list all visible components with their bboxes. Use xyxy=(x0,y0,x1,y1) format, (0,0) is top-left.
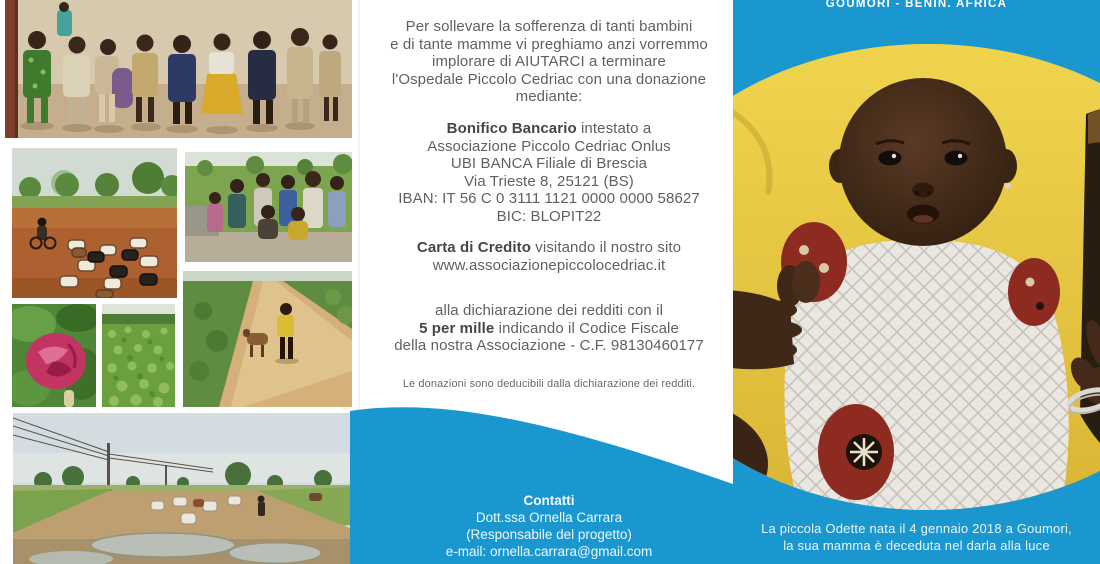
five-per-mille-block xyxy=(365,302,733,355)
credit-card-label: Carta di Credito xyxy=(416,239,532,256)
photo-pink-flower-art xyxy=(12,304,96,407)
photo-goat-herd xyxy=(12,148,177,298)
credit-card-lead-rest: visitando il nostro sito xyxy=(531,239,682,256)
photo-children-group-art xyxy=(185,152,352,262)
bank-transfer-lead-rest: intestato a xyxy=(576,120,652,137)
photo-children-row-art xyxy=(5,0,352,138)
intro-line: mediante: xyxy=(515,88,583,105)
contacts-block xyxy=(365,492,733,560)
bank-transfer-block xyxy=(365,120,733,225)
photo-crop-field xyxy=(102,304,175,407)
five-per-mille-label: 5 per mille xyxy=(419,319,495,337)
photo-goat-herd-art xyxy=(12,148,177,298)
photo-baby-odette-art xyxy=(733,44,1100,510)
intro-line: l'Ospedale Piccolo Cedriac con una donazione xyxy=(391,70,707,88)
five-per-mille-line-rest: indicando il Codice Fiscale xyxy=(494,319,679,337)
codice-fiscale-line: della nostra Associazione - C.F. 98130460177 xyxy=(394,337,704,354)
right-cover-panel xyxy=(733,0,1100,564)
iban-line: IBAN: IT 56 C 0 3111 1121 0000 0000 58627 xyxy=(398,190,700,207)
intro-paragraph xyxy=(365,18,733,106)
photo-caption xyxy=(733,521,1100,554)
five-per-mille-line: alla dichiarazione dei redditi con il xyxy=(435,302,663,319)
intro-line: e di tante mamme vi preghiamo anzi vorremmo xyxy=(390,35,708,53)
caption-line: la sua mamma è deceduta nel darla alla luce xyxy=(783,537,1050,553)
contact-person-line: Dott.ssa Ornella Carrara xyxy=(475,510,623,525)
photo-child-with-goat xyxy=(183,271,352,407)
photo-child-with-goat-art xyxy=(183,271,352,407)
contact-role-line: (Responsabile del progetto) xyxy=(466,527,632,542)
contact-email-line: e-mail: ornella.carrara@gmail.com xyxy=(445,544,653,559)
credit-card-block xyxy=(365,239,733,274)
five-per-mille-line xyxy=(365,320,733,338)
website-line: www.associazionepiccolocedriac.it xyxy=(432,256,666,274)
credit-card-lead xyxy=(365,239,733,257)
photo-muddy-road-cattle-art xyxy=(13,413,352,564)
photo-children-group xyxy=(185,152,352,262)
deduction-note: Le donazioni sono deducibili dalla dichiarazione dei redditi. xyxy=(402,378,696,390)
photo-baby-odette xyxy=(733,44,1100,510)
association-name-line: Associazione Piccolo Cedriac Onlus xyxy=(427,137,671,155)
photo-muddy-road-cattle xyxy=(13,413,352,564)
bank-transfer-lead xyxy=(365,120,733,138)
intro-line: implorare di AIUTARCI a terminare xyxy=(432,53,666,70)
location-heading: GOUMORI - BENIN. AFRICA xyxy=(825,0,1008,10)
bic-line: BIC: BLOPIT22 xyxy=(496,207,602,225)
bank-name-line: UBI BANCA Filiale di Brescia xyxy=(450,155,648,172)
photo-pink-flower xyxy=(12,304,96,407)
caption-line: La piccola Odette nata il 4 gennaio 2018 a Goumori, xyxy=(761,521,1072,536)
photo-children-row xyxy=(5,0,352,138)
bank-address-line: Via Trieste 8, 25121 (BS) xyxy=(464,172,634,190)
bank-transfer-label: Bonifico Bancario xyxy=(446,120,577,137)
contacts-title: Contatti xyxy=(523,493,575,508)
intro-line: Per sollevare la sofferenza di tanti bambini xyxy=(405,18,693,35)
photo-crop-field-art xyxy=(102,304,175,407)
